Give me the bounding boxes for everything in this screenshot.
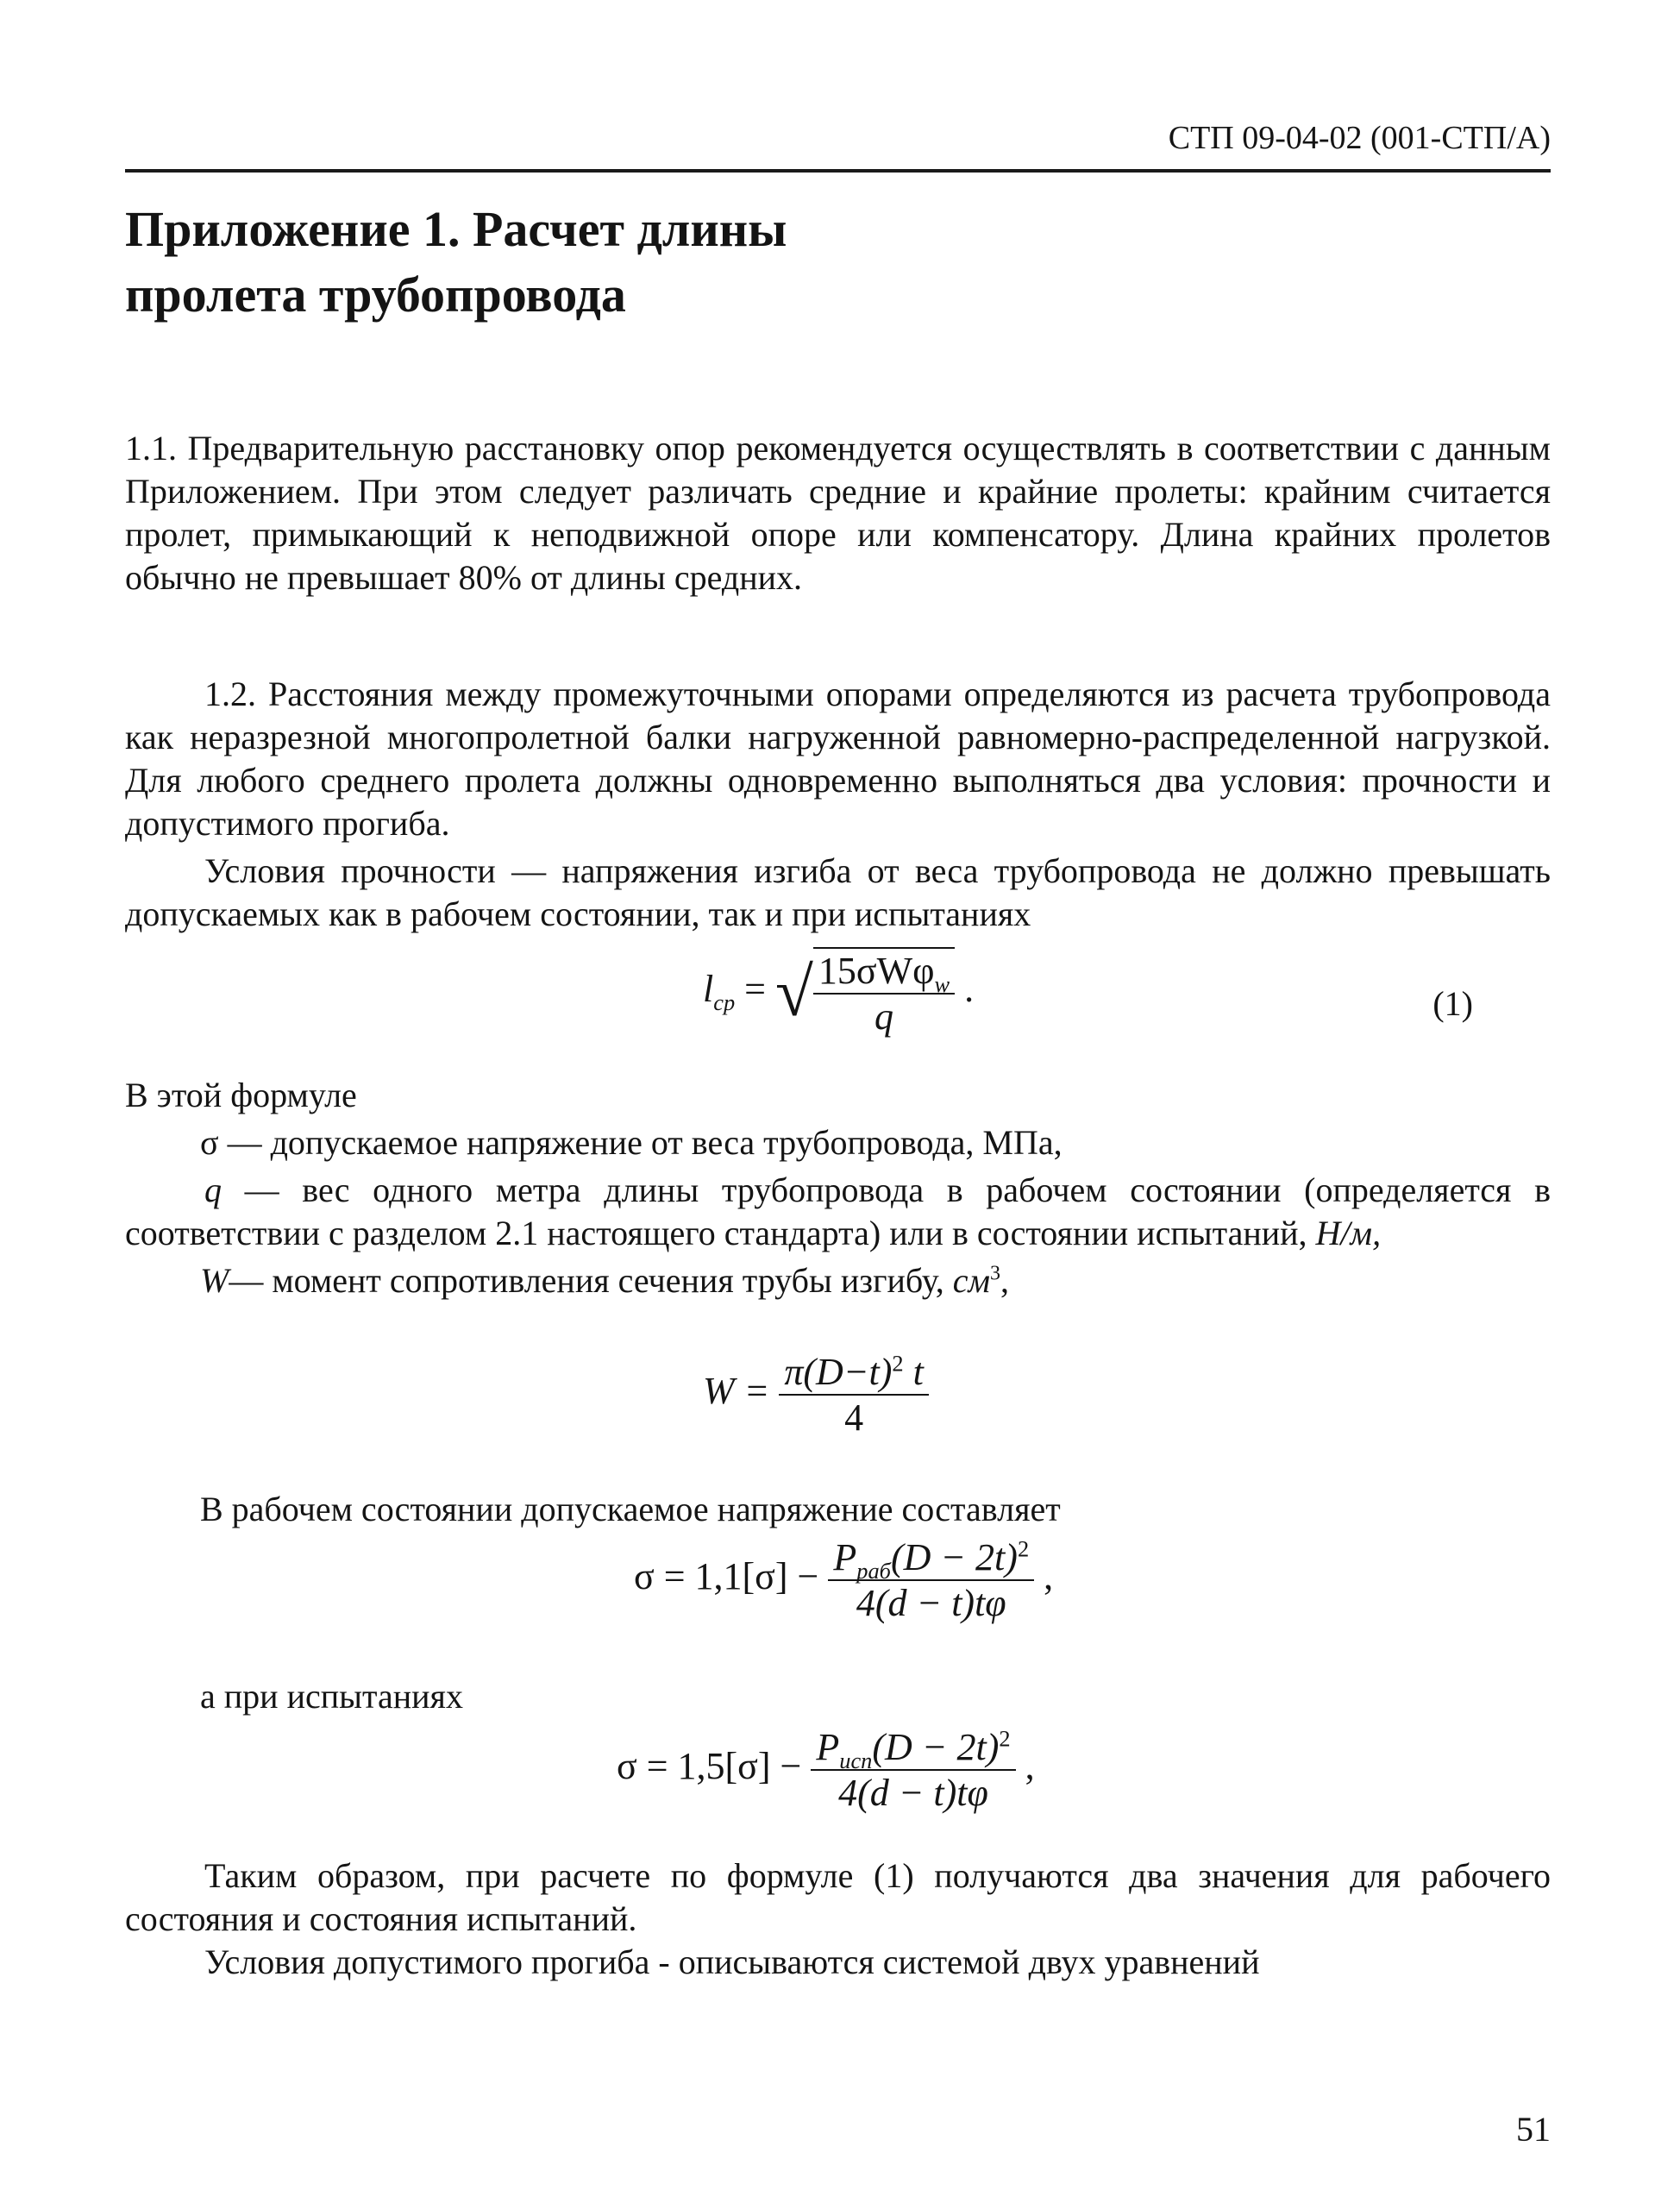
working-state-text: В рабочем состоянии допускаемое напряжение составляет — [200, 1490, 1061, 1528]
header-divider — [125, 169, 1551, 173]
definition-sigma: σ — допускаемое напряжение от веса трубопровода, МПа, — [200, 1123, 1063, 1162]
title-line-2: пролета трубопровода — [125, 267, 626, 323]
equation-number: (1) — [1432, 984, 1473, 1023]
definition-q: q — вес одного метра длины трубопровода в рабочем состоянии (определяется в соответствии с разделом 2.1 настоящего стандарта) или в состоянии испытаний, Н/м, — [125, 1170, 1551, 1252]
paragraph-1-1: 1.1. Предварительную расстановку опор рекомендуется осуществлять в соответствии с данным Приложением. При этом следует различать средние и крайние пролеты: крайним считается пролет, примыкающий к неподвижной опоре или компенсатору. Длина крайних пролетов обычно не превышает 80% от длины средних. — [125, 429, 1551, 597]
paragraph-1-2: 1.2. Расстояния между промежуточными опорами определяются из расчета трубопровода как неразрезной многопролетной балки нагруженной равномерно-распределенной нагрузкой. Для любого среднего пролета должны одновременно выполняться два условия: прочности и допустимого прогиба. — [125, 675, 1551, 843]
paragraph-strength-condition: Условия прочности — напряжения изгиба от веса трубопровода не должно превышать допускаемых как в рабочем состоянии, так и при испытаниях — [125, 851, 1551, 933]
formula-span-length: $l_{ср}$ = √ $\frac{15\sigma W\varphi_w}{q}$ . — [703, 947, 974, 1039]
sqrt-fraction: $\frac{15\sigma W\varphi_w}{q}$ — [813, 947, 955, 1039]
page-number: 51 — [1516, 2110, 1551, 2149]
definition-W: W— момент сопротивления сечения трубы изгибу, $см^3$, — [200, 1261, 1009, 1300]
title-line-1: Приложение 1. Расчет длины — [125, 201, 787, 257]
test-state-text: а при испытаниях — [200, 1677, 463, 1716]
appendix-title — [125, 197, 787, 328]
formula-test-stress: σ = 1,5[σ] − $\frac{P_{исп}(D - 2t)^2}{4(d - t)t\varphi}$ , — [617, 1725, 1035, 1814]
document-code: СТП 09-04-02 (001-СТП/А) — [1168, 120, 1551, 156]
conclusion-paragraph: Таким образом, при расчете по формуле (1) получаются два значения для рабочего состояния и состояния испытаний. — [125, 1856, 1551, 1938]
in-formula-label: В этой формуле — [125, 1076, 357, 1114]
deflection-paragraph: Условия допустимого прогиба - описываются системой двух уравнений — [204, 1942, 1260, 1981]
formula-working-stress: σ = 1,1[σ] − $\frac{P_{раб}(D - 2t)^2}{4(d - t)t\varphi}$ , — [634, 1535, 1054, 1624]
sqrt-sign: √ — [774, 955, 813, 1031]
formula-section-modulus: W = $\frac{\pi(D-t)^2 t}{4}$ — [703, 1350, 929, 1440]
